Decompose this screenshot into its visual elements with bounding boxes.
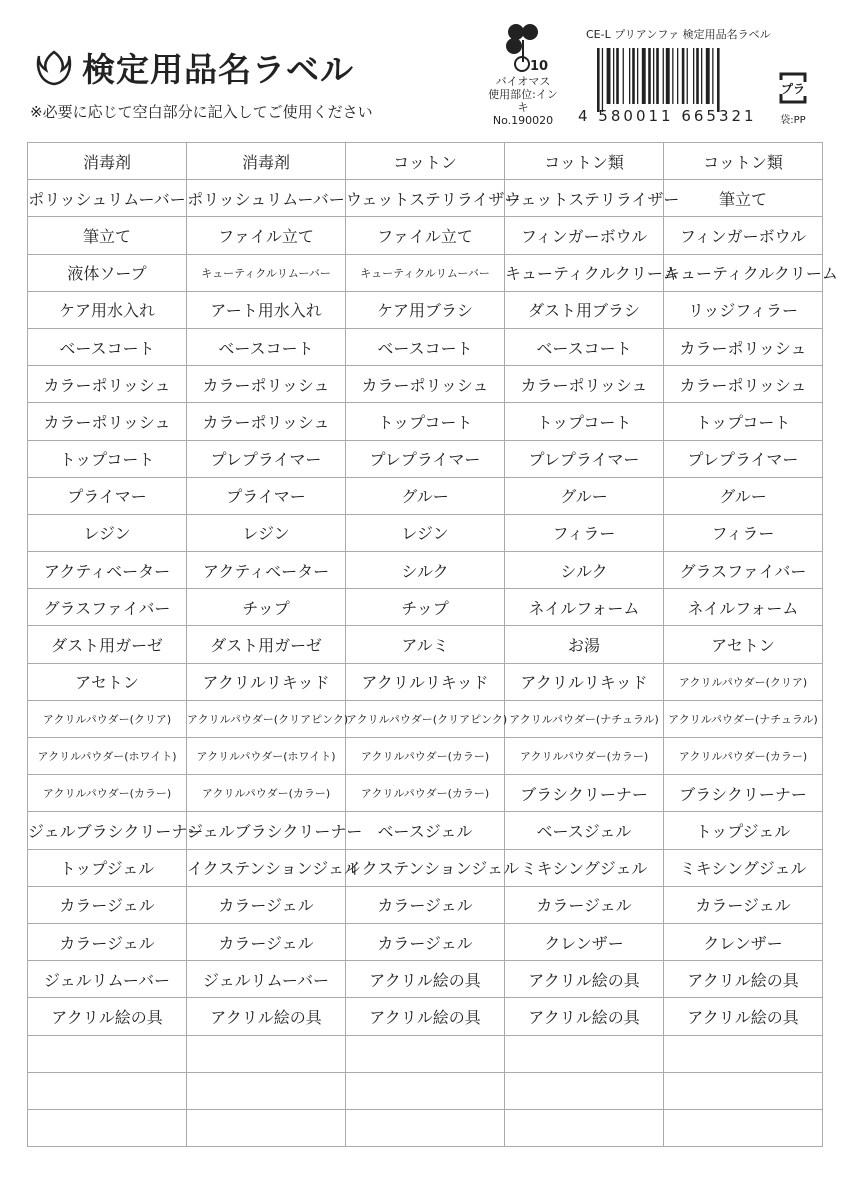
label-row	[28, 254, 823, 291]
label-cell[interactable]: アクリルパウダー(ナチュラル)	[505, 700, 664, 737]
label-cell[interactable]: ダスト用ガーゼ	[187, 626, 346, 663]
barcode-bar	[629, 48, 630, 104]
barcode-bar	[632, 48, 635, 104]
label-cell[interactable]: チップ	[346, 589, 505, 626]
label-cell[interactable]	[664, 1035, 823, 1072]
label-cell[interactable]: アセトン	[28, 663, 187, 700]
label-cell[interactable]: コットン	[346, 143, 505, 180]
label-cell[interactable]: ベースコート	[187, 328, 346, 365]
label-cell[interactable]: アクリル絵の具	[28, 998, 187, 1035]
label-cell[interactable]: 筆立て	[664, 180, 823, 217]
label-cell[interactable]: プライマー	[28, 477, 187, 514]
label-cell[interactable]: フィンガーボウル	[664, 217, 823, 254]
label-cell[interactable]: プレプライマー	[664, 440, 823, 477]
biomass-mark	[488, 22, 558, 127]
label-cell[interactable]: アルミ	[346, 626, 505, 663]
label-cell[interactable]: カラージェル	[28, 923, 187, 960]
label-cell[interactable]: ジェルブラシクリーナー	[28, 812, 187, 849]
label-cell[interactable]: イクステンションジェル	[187, 849, 346, 886]
label-cell[interactable]: アクリルパウダー(カラー)	[505, 738, 664, 775]
label-cell[interactable]: 液体ソープ	[28, 254, 187, 291]
label-cell[interactable]	[346, 1035, 505, 1072]
label-cell[interactable]: カラージェル	[664, 886, 823, 923]
label-cell[interactable]: ダスト用ブラシ	[505, 291, 664, 328]
label-cell[interactable]: シルク	[505, 552, 664, 589]
label-row	[28, 886, 823, 923]
label-cell[interactable]: カラーポリッシュ	[664, 366, 823, 403]
barcode-bar	[607, 48, 611, 104]
label-cell[interactable]: グルー	[664, 477, 823, 514]
clover-icon	[500, 22, 549, 74]
label-cell[interactable]: アクリルパウダー(カラー)	[346, 738, 505, 775]
label-row	[28, 143, 823, 180]
label-grid	[27, 142, 838, 1147]
label-cell[interactable]: アクリル絵の具	[346, 961, 505, 998]
label-cell[interactable]: ファイル立て	[346, 217, 505, 254]
label-row	[28, 998, 823, 1035]
barcode-bar	[597, 48, 600, 112]
label-cell[interactable]: プライマー	[187, 477, 346, 514]
label-cell[interactable]: アクリルパウダー(クリアピンク)	[346, 700, 505, 737]
label-cell[interactable]: カラージェル	[505, 886, 664, 923]
label-row	[28, 849, 823, 886]
label-row	[28, 663, 823, 700]
label-cell[interactable]: ポリッシュリムーバー	[28, 180, 187, 217]
barcode-bar	[666, 48, 670, 104]
label-cell[interactable]: アクリル絵の具	[505, 998, 664, 1035]
label-cell[interactable]: お湯	[505, 626, 664, 663]
product-line: CE-L プリアンファ 検定用品名ラベル	[586, 28, 771, 41]
barcode-bar	[642, 48, 646, 104]
label-cell[interactable]: アクリルパウダー(カラー)	[187, 775, 346, 812]
label-cell[interactable]: アクリルリキッド	[346, 663, 505, 700]
label-cell[interactable]: レジン	[346, 514, 505, 551]
label-cell[interactable]: アクリル絵の具	[664, 998, 823, 1035]
label-cell[interactable]: プレプライマー	[505, 440, 664, 477]
label-cell[interactable]: 筆立て	[28, 217, 187, 254]
label-row	[28, 552, 823, 589]
label-cell[interactable]: アクティベーター	[28, 552, 187, 589]
label-cell[interactable]: ベースジェル	[346, 812, 505, 849]
label-cell[interactable]: カラージェル	[28, 886, 187, 923]
biomass-number: 10	[530, 59, 549, 74]
label-cell[interactable]: ケア用水入れ	[28, 291, 187, 328]
label-cell[interactable]: ベースコート	[505, 328, 664, 365]
header-title	[36, 44, 354, 91]
label-cell[interactable]: ベースジェル	[505, 812, 664, 849]
label-row	[28, 477, 823, 514]
label-cell[interactable]: ジェルブラシクリーナー	[187, 812, 346, 849]
label-cell[interactable]: アクリル絵の具	[187, 998, 346, 1035]
label-cell[interactable]: アクリル絵の具	[346, 998, 505, 1035]
label-cell[interactable]: プレプライマー	[187, 440, 346, 477]
label-cell[interactable]: ネイルフォーム	[505, 589, 664, 626]
label-cell[interactable]: グルー	[346, 477, 505, 514]
barcode-bar	[706, 48, 710, 104]
barcode-bar	[663, 48, 664, 104]
label-row	[28, 180, 823, 217]
label-cell[interactable]: ブラシクリーナー	[664, 775, 823, 812]
label-cell[interactable]: アクリル絵の具	[505, 961, 664, 998]
label-cell[interactable]: フィラー	[505, 514, 664, 551]
label-cell[interactable]: アクリルパウダー(クリア)	[664, 663, 823, 700]
label-cell[interactable]: カラージェル	[346, 886, 505, 923]
barcode-bar	[712, 48, 713, 104]
label-cell[interactable]: キューティクルリムーバー	[346, 254, 505, 291]
barcode-bar	[637, 48, 638, 104]
label-cell[interactable]: ウェットステリライザー	[346, 180, 505, 217]
label-cell[interactable]	[187, 1035, 346, 1072]
label-row	[28, 1072, 823, 1109]
label-cell[interactable]: ベースコート	[28, 328, 187, 365]
svg-text:プラ: プラ	[780, 82, 806, 96]
label-cell[interactable]: トップコート	[505, 403, 664, 440]
label-cell[interactable]	[187, 1072, 346, 1109]
label-cell[interactable]: レジン	[187, 514, 346, 551]
label-cell[interactable]: カラーポリッシュ	[505, 366, 664, 403]
label-cell[interactable]: シルク	[346, 552, 505, 589]
label-cell[interactable]	[664, 1109, 823, 1146]
label-cell[interactable]: イクステンションジェル	[346, 849, 505, 886]
tulip-icon	[36, 48, 72, 88]
barcode-bar	[656, 48, 659, 104]
label-row	[28, 812, 823, 849]
barcode-bar	[682, 48, 685, 104]
usage-note: ※必要に応じて空白部分に記入してご使用ください	[30, 103, 373, 121]
label-cell[interactable]	[505, 1035, 664, 1072]
label-cell[interactable]	[505, 1109, 664, 1146]
label-cell[interactable]: カラーポリッシュ	[28, 366, 187, 403]
label-cell[interactable]: クレンザー	[505, 923, 664, 960]
barcode-bar	[672, 48, 673, 104]
label-cell[interactable]: 消毒剤	[28, 143, 187, 180]
label-cell[interactable]: レジン	[28, 514, 187, 551]
barcode-bar	[602, 48, 603, 112]
label-cell[interactable]: ミキシングジェル	[505, 849, 664, 886]
label-cell[interactable]: アート用水入れ	[187, 291, 346, 328]
label-cell[interactable]: キューティクルリムーバー	[187, 254, 346, 291]
label-cell[interactable]: カラージェル	[187, 886, 346, 923]
label-cell[interactable]: チップ	[187, 589, 346, 626]
label-cell[interactable]: ファイル立て	[187, 217, 346, 254]
label-cell[interactable]: ジェルリムーバー	[187, 961, 346, 998]
label-cell[interactable]: トップコート	[346, 403, 505, 440]
label-row	[28, 738, 823, 775]
label-row	[28, 403, 823, 440]
label-cell[interactable]: ベースコート	[346, 328, 505, 365]
label-cell[interactable]: トップコート	[664, 403, 823, 440]
label-cell[interactable]	[187, 1109, 346, 1146]
pla-recycle-icon	[773, 68, 813, 108]
label-cell[interactable]: コットン類	[664, 143, 823, 180]
label-cell[interactable]: フィラー	[664, 514, 823, 551]
label-row	[28, 217, 823, 254]
barcode-bar	[687, 48, 688, 104]
label-cell[interactable]: アクリルパウダー(カラー)	[664, 738, 823, 775]
label-cell[interactable]: グルー	[505, 477, 664, 514]
recycle-mark	[773, 68, 813, 126]
label-cell[interactable]: アクリルパウダー(カラー)	[346, 775, 505, 812]
biomass-no: No.190020	[492, 114, 554, 127]
label-cell[interactable]: コットン類	[505, 143, 664, 180]
label-cell[interactable]: アクリルパウダー(ホワイト)	[187, 738, 346, 775]
label-cell[interactable]: リッジフィラー	[664, 291, 823, 328]
label-cell[interactable]: フィンガーボウル	[505, 217, 664, 254]
label-cell[interactable]: ネイルフォーム	[664, 589, 823, 626]
label-row	[28, 775, 823, 812]
label-cell[interactable]: グラスファイバー	[664, 552, 823, 589]
label-cell[interactable]: アクリルパウダー(カラー)	[28, 775, 187, 812]
biomass-label: バイオマス	[495, 75, 551, 88]
label-cell[interactable]: ブラシクリーナー	[505, 775, 664, 812]
label-cell[interactable]: ジェルリムーバー	[28, 961, 187, 998]
label-cell[interactable]: ダスト用ガーゼ	[28, 626, 187, 663]
label-row	[28, 923, 823, 960]
label-cell[interactable]: カラーポリッシュ	[664, 328, 823, 365]
label-cell[interactable]: アクリル絵の具	[664, 961, 823, 998]
label-cell[interactable]	[346, 1109, 505, 1146]
label-cell[interactable]	[346, 1072, 505, 1109]
label-cell[interactable]: アクリルリキッド	[505, 663, 664, 700]
barcode-icon	[597, 48, 757, 116]
label-cell[interactable]	[28, 1072, 187, 1109]
barcode-bar	[696, 48, 699, 104]
label-row	[28, 1035, 823, 1072]
label-cell[interactable]: アクリルパウダー(ナチュラル)	[664, 700, 823, 737]
label-cell[interactable]: ポリッシュリムーバー	[187, 180, 346, 217]
label-cell[interactable]: 消毒剤	[187, 143, 346, 180]
barcode-bar	[717, 48, 720, 112]
label-row	[28, 700, 823, 737]
label-cell[interactable]: アクティベーター	[187, 552, 346, 589]
barcode-bar	[701, 48, 702, 104]
barcode-bar	[613, 48, 614, 104]
label-cell[interactable]	[28, 1035, 187, 1072]
label-cell[interactable]: カラーポリッシュ	[346, 366, 505, 403]
label-cell[interactable]	[505, 1072, 664, 1109]
barcode-bar	[653, 48, 654, 104]
label-row	[28, 514, 823, 551]
label-cell[interactable]: クレンザー	[664, 923, 823, 960]
label-cell[interactable]: ウェットステリライザー	[505, 180, 664, 217]
label-cell[interactable]: グラスファイバー	[28, 589, 187, 626]
label-cell[interactable]: ミキシングジェル	[664, 849, 823, 886]
biomass-part: 使用部位:インキ	[488, 88, 558, 114]
label-cell[interactable]: アセトン	[664, 626, 823, 663]
label-cell[interactable]: トップコート	[28, 440, 187, 477]
barcode-bar	[677, 48, 678, 104]
label-cell[interactable]: カラージェル	[346, 923, 505, 960]
label-cell[interactable]: カラージェル	[187, 923, 346, 960]
page-title: 検定用品名ラベル	[82, 50, 354, 89]
label-cell[interactable]	[664, 1072, 823, 1109]
label-cell[interactable]: アクリルリキッド	[187, 663, 346, 700]
label-row	[28, 366, 823, 403]
label-cell[interactable]	[28, 1109, 187, 1146]
barcode-bar	[623, 48, 624, 104]
barcode-number: 4 580011 665321	[578, 107, 757, 125]
recycle-label: 袋:PP	[780, 115, 806, 126]
label-row	[28, 328, 823, 365]
label-row	[28, 961, 823, 998]
label-cell[interactable]: カラーポリッシュ	[187, 366, 346, 403]
label-cell[interactable]: アクリルパウダー(ホワイト)	[28, 738, 187, 775]
label-cell[interactable]: トップジェル	[664, 812, 823, 849]
label-cell[interactable]: トップジェル	[28, 849, 187, 886]
label-cell[interactable]: カラーポリッシュ	[187, 403, 346, 440]
label-cell[interactable]: キューティクルクリーム	[505, 254, 664, 291]
label-cell[interactable]: キューティクルクリーム	[664, 254, 823, 291]
label-cell[interactable]: アクリルパウダー(クリアピンク)	[187, 700, 346, 737]
label-row	[28, 291, 823, 328]
label-row	[28, 1109, 823, 1146]
barcode-bar	[616, 48, 619, 104]
label-cell[interactable]: カラーポリッシュ	[28, 403, 187, 440]
label-cell[interactable]: ケア用ブラシ	[346, 291, 505, 328]
label-cell[interactable]: アクリルパウダー(クリア)	[28, 700, 187, 737]
label-row	[28, 626, 823, 663]
label-row	[28, 589, 823, 626]
label-row	[28, 440, 823, 477]
label-cell[interactable]: プレプライマー	[346, 440, 505, 477]
barcode-bar	[648, 48, 651, 104]
barcode-bar	[693, 48, 694, 104]
